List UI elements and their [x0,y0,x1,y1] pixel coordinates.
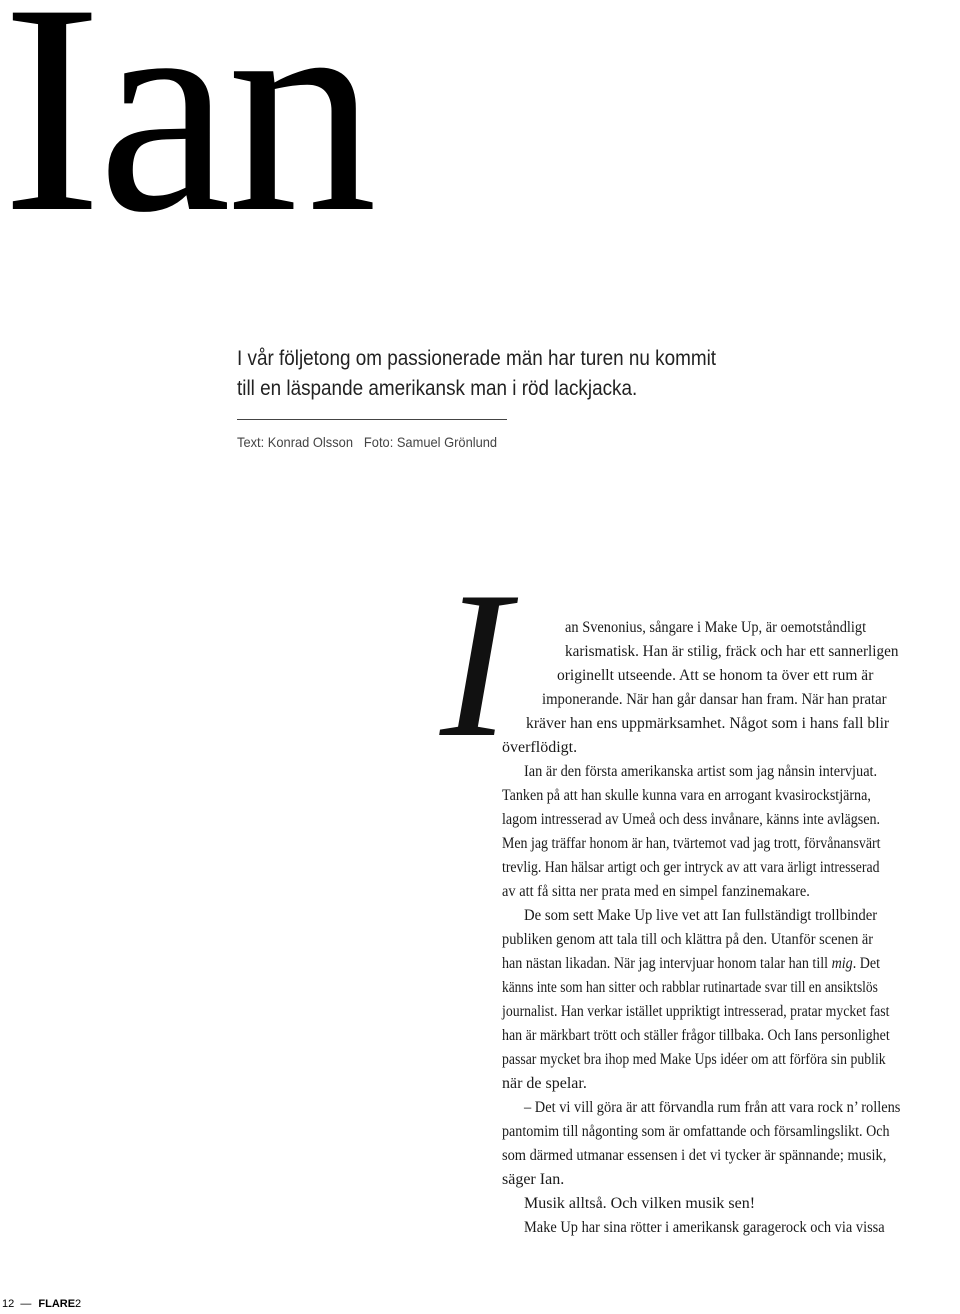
emphasis-word: mig [831,955,853,972]
body-line: säger Ian. [502,1171,565,1188]
byline [237,434,497,450]
body-line: publiken genom att tala till och klättra på den. Utanför scenen är [502,931,874,948]
body-line: journalist. Han verkar istället uppriktigt intresserad, pratar mycket fast [502,1003,890,1020]
issue-number: 2 [75,1298,82,1310]
headline: Ian [2,0,374,274]
body-line: – Det vi vill göra är att förvandla rum från att vara rock n’ rollens [524,1099,901,1116]
body-line: han är märkbart trött och ställer frågor tillbaka. Och Ians personlighet [502,1027,890,1044]
page-number: 12 [2,1298,15,1310]
body-line: an Svenonius, sångare i Make Up, är oemotståndligt [565,619,867,636]
page-footer [2,1298,81,1310]
body-line: Musik alltså. Och vilken musik sen! [524,1195,756,1212]
footer-dash: — [20,1298,32,1310]
body-line: kräver han ens uppmärksamhet. Något som i hans fall blir [526,715,890,732]
body-line [502,954,880,974]
body-line: pantomim till någonting som är omfattande och församlingslikt. Och [502,1123,890,1140]
body-line: lagom intresserad av Umeå och dess invånare, känns inte avlägsen. [502,811,881,828]
divider-rule [237,419,507,420]
lead-line: till en läspande amerikansk man i röd lackjacka. [237,377,638,400]
body-line: trevlig. Han hälsar artigt och ger intryck av att vara ärligt intresserad [502,859,880,876]
lead-line: I vår följetong om passionerade män har turen nu kommit [237,347,717,370]
body-line-text: han nästan likadan. När jag intervjuar honom talar han till [502,955,832,972]
magazine-name: FLARE [38,1298,76,1310]
body-line: Make Up har sina rötter i amerikansk garagerock och via vissa [524,1219,885,1236]
body-line: originellt utseende. Att se honom ta över ett rum är [557,667,874,684]
body-line: imponerande. När han går dansar han fram. När han pratar [542,691,887,708]
body-line: som därmed utmanar essensen i det vi tycker är spännande; musik, [502,1147,887,1164]
byline-photo: Foto: Samuel Grönlund [363,434,498,450]
body-line: känns inte som han sitter och rabblar rutinartade svar till en ansiktslös [502,979,878,996]
body-line: Tanken på att han skulle kunna vara en arrogant kvasirockstjärna, [502,787,871,804]
body-line-text: . Det [852,955,881,972]
body-line: De som sett Make Up live vet att Ian fullständigt trollbinder [524,907,878,924]
body-line: när de spelar. [502,1075,587,1092]
body-line: karismatisk. Han är stilig, fräck och har ett sannerligen [565,643,899,660]
lead-paragraph [237,344,723,404]
body-line: Ian är den första amerikanska artist som jag nånsin intervjuat. [524,763,878,780]
body-line: passar mycket bra ihop med Make Ups idéer om att förföra sin publik [502,1051,886,1068]
body-line: överflödigt. [502,739,578,756]
body-line: av att få sitta ner prata med en simpel fanzinemakare. [502,883,810,900]
body-line: Men jag träffar honom är han, tvärtemot vad jag trott, förvånansvärt [502,835,881,852]
byline-text: Text: Konrad Olsson [237,434,353,450]
drop-cap: I [440,549,510,781]
